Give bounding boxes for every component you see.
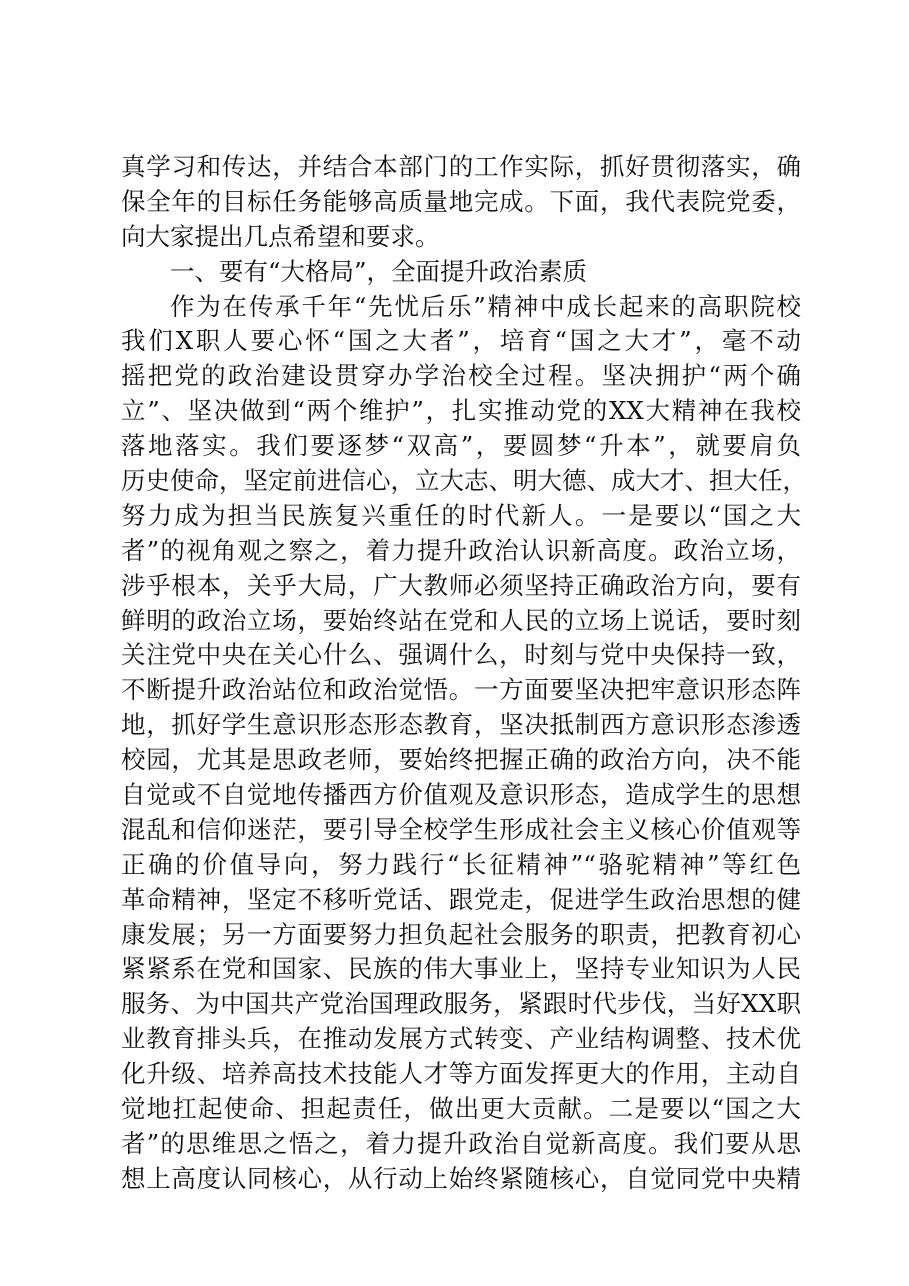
text-line: 关注党中央在关心什么、强调什么，时刻与党中央保持一致，	[121, 640, 801, 670]
text-line: 康发展；另一方面要努力担负起社会服务的职责，把教育初心	[121, 919, 801, 949]
text-line: 我们X职人要心怀“国之大者”，培育“国之大才”，毫不动	[121, 326, 801, 356]
text-line: 涉乎根本，关乎大局，广大教师必须坚持正确政治方向，要有	[121, 570, 801, 600]
text-line: 落地落实。我们要逐梦“双高”，要圆梦“升本”，就要肩负	[121, 431, 801, 461]
text-line: 摇把党的政治建设贯穿办学治校全过程。坚决拥护“两个确	[121, 361, 801, 391]
text-line: 紧紧系在党和国家、民族的伟大事业上，坚持专业知识为人民	[121, 954, 801, 984]
text-line: 者”的思维思之悟之，着力提升政治自觉新高度。我们要从思	[121, 1128, 801, 1158]
text-line: 自觉或不自觉地传播西方价值观及意识形态，造成学生的思想	[121, 780, 801, 810]
text-line: 服务、为中国共产党治国理政服务，紧跟时代步伐，当好XX职	[121, 989, 801, 1019]
body-text	[121, 150, 807, 1197]
text-line: 作为在传承千年“先忧后乐”精神中成长起来的高职院校	[170, 291, 801, 321]
text-line: 向大家提出几点希望和要求。	[121, 221, 440, 251]
text-line: 保全年的目标任务能够高质量地完成。下面，我代表院党委，	[121, 186, 801, 216]
text-line: 者”的视角观之察之，着力提升政治认识新高度。政治立场，	[121, 535, 801, 565]
text-line: 真学习和传达，并结合本部门的工作实际，抓好贯彻落实，确	[121, 152, 801, 181]
text-line: 觉地扛起使命、担起责任，做出更大贡献。二是要以“国之大	[121, 1094, 801, 1124]
text-line: 校园，尤其是思政老师，要始终把握正确的政治方向，决不能	[121, 745, 801, 775]
text-line: 正确的价值导向，努力践行“长征精神”“骆驼精神”等红色	[121, 849, 801, 879]
text-line: 地，抓好学生意识形态形态教育，坚决抵制西方意识形态渗透	[121, 710, 801, 740]
text-line: 不断提升政治站位和政治觉悟。一方面要坚决把牢意识形态阵	[121, 675, 801, 705]
text-line: 鲜明的政治立场，要始终站在党和人民的立场上说话，要时刻	[121, 605, 801, 635]
section-heading: 一、要有“大格局”，全面提升政治素质	[170, 256, 588, 286]
text-line: 化升级、培养高技术技能人才等方面发挥更大的作用，主动自	[121, 1059, 801, 1089]
text-line: 历史使命，坚定前进信心，立大志、明大德、成大才、担大任，	[121, 466, 807, 496]
text-line: 业教育排头兵，在推动发展方式转变、产业结构调整、技术优	[121, 1024, 801, 1054]
text-line: 立”、坚决做到“两个维护”，扎实推动党的XX大精神在我校	[121, 396, 801, 426]
text-line: 想上高度认同核心，从行动上始终紧随核心，自觉同党中央精	[121, 1163, 801, 1193]
text-line: 革命精神，坚定不移听党话、跟党走，促进学生政治思想的健	[121, 884, 801, 914]
text-line: 混乱和信仰迷茫，要引导全校学生形成社会主义核心价值观等	[121, 814, 801, 844]
text-line: 努力成为担当民族复兴重任的时代新人。一是要以“国之大	[121, 500, 801, 530]
